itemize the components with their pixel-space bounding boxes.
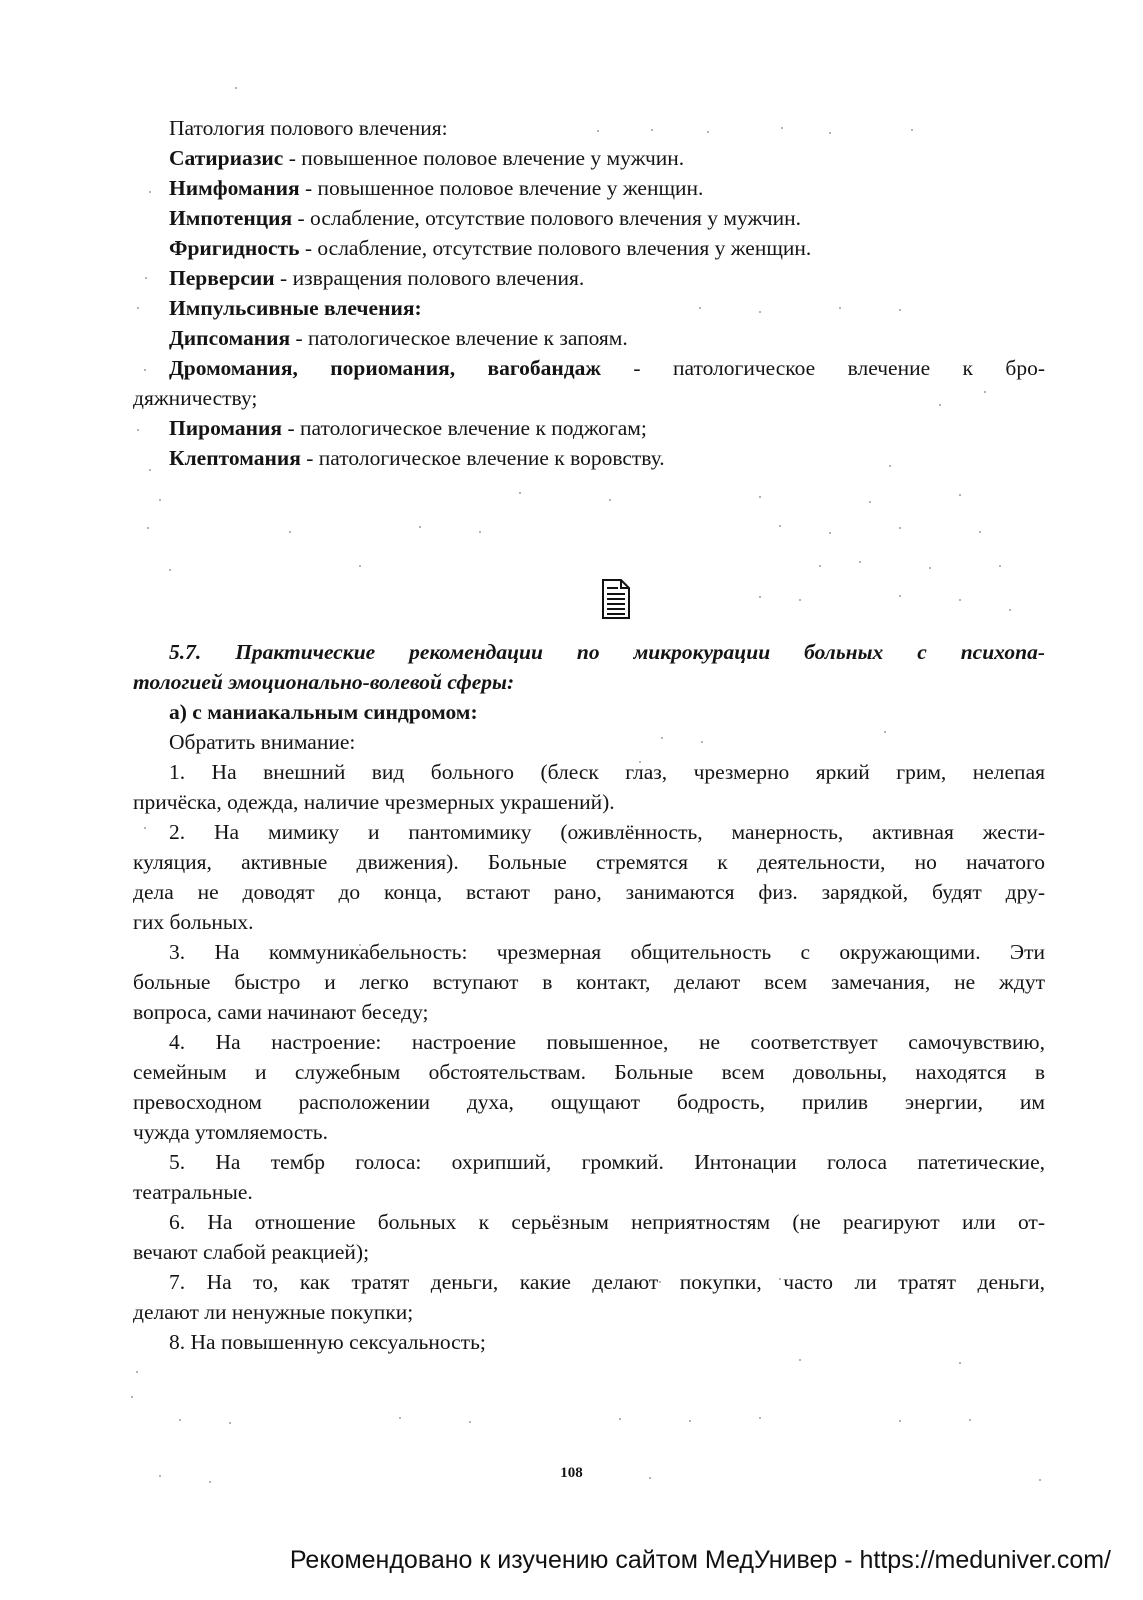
term: Нимфомания (169, 176, 300, 200)
term: Дипсомания (169, 326, 291, 350)
recommendation-first-line: 1. На внешний вид больного (блеск глаз, чрезмерно яркий грим, нелепая (169, 760, 1045, 784)
recommendation-line: делают ли ненужные покупки; (133, 1300, 414, 1324)
recommendation-item (133, 1027, 1045, 1147)
recommendation-line: гих больных. (133, 910, 254, 934)
subheading-text: а) с маниакальным синдромом: (169, 700, 478, 724)
recommendation-first-line: 2. На мимику и пантомимику (оживлённость, манерность, активная жести- (169, 820, 1045, 844)
term: Клептомания (169, 446, 301, 470)
recommendation-line: превосходном расположении духа, ощущают бодрость, прилив энергии, им (133, 1090, 1045, 1114)
recommendation-item (133, 937, 1045, 1027)
definition: - ослабление, отсутствие полового влечения у женщин. (299, 236, 812, 260)
definition-nymphomania (133, 173, 1045, 203)
attention-intro: Обратить внимание: (169, 730, 356, 754)
definition-perversions (133, 263, 1045, 293)
definition-pyromania (133, 413, 1045, 443)
recommendation-list (133, 757, 1045, 1357)
recommendation-line: театральные. (133, 1180, 253, 1204)
recommendation-line: куляция, активные движения). Больные стремятся к деятельности, но начатого (133, 850, 1045, 874)
definition-frigidity (133, 233, 1045, 263)
recommendation-first-line: 3. На коммуникабельность: чрезмерная общительность с окружающими. Эти (169, 940, 1045, 964)
definition-kleptomania (133, 443, 1045, 473)
term: Фригидность (169, 236, 300, 260)
recommendation-item (133, 1267, 1045, 1327)
definition-dromomania-cont: дяжничеству; (133, 386, 258, 410)
document-icon (601, 578, 631, 620)
definition: - патологическое влечение к воровству. (300, 446, 665, 470)
definition: - повышенное половое влечение у мужчин. (283, 146, 685, 170)
impulsive-drives-heading (133, 293, 1045, 323)
term: Сатириазис (169, 146, 284, 170)
recommendation-line: вопроса, сами начинают беседу; (133, 1000, 429, 1024)
drive-pathology-section (133, 113, 1045, 473)
definition: - патологическое влечение к запоям. (290, 326, 628, 350)
section-heading-line2: тологией эмоционально-волевой сферы: (133, 670, 515, 694)
definition: - ослабление, отсутствие полового влечения у мужчин. (292, 206, 801, 230)
micro-curation-section (133, 637, 1045, 1357)
recommendation-first-line: 8. На повышенную сексуальность; (169, 1330, 486, 1354)
recommendation-first-line: 6. На отношение больных к серьёзным неприятностям (не реагируют или от- (169, 1210, 1045, 1234)
definition-dipsomania (133, 323, 1045, 353)
recommendation-line: вечают слабой реакцией); (133, 1240, 370, 1264)
recommendation-item (133, 1327, 1045, 1357)
definition-dromomania (133, 353, 1045, 383)
recommendation-item (133, 1147, 1045, 1207)
impulsive-heading-text: Импульсивные влечения: (169, 296, 422, 320)
definition: - повышенное половое влечение у женщин. (299, 176, 704, 200)
definition: - извращения полового влечения. (274, 266, 585, 290)
recommendation-item (133, 817, 1045, 937)
term: Дромомания, пориомания, вагобандаж (169, 356, 601, 380)
definition: - патологическое влечение к бро- (600, 356, 1046, 380)
term: Импотенция (169, 206, 293, 230)
recommendation-item (133, 757, 1045, 817)
recommendation-line: больные быстро и легко вступают в контакт, делают всем замечания, не ждут (133, 970, 1045, 994)
recommendation-first-line: 7. На то, как тратят деньги, какие делают покупки, часто ли тратят деньги, (169, 1270, 1045, 1294)
section-heading-line1: 5.7. Практические рекомендации по микрокурации больных с психопа- (169, 640, 1045, 664)
term: Пиромания (169, 416, 283, 440)
drive-pathology-heading: Патология полового влечения: (169, 116, 448, 140)
recommendation-first-line: 5. На тембр голоса: охрипший, громкий. Интонации голоса патетические, (169, 1150, 1045, 1174)
page-number: 108 (560, 1465, 583, 1481)
footer-recommendation: Рекомендовано к изучению сайтом МедУнивер - https://meduniver.com/ (289, 1546, 1111, 1574)
definition: - патологическое влечение к поджогам; (282, 416, 647, 440)
definition-satyriasis (133, 143, 1045, 173)
recommendation-line: причёска, одежда, наличие чрезмерных украшений). (133, 790, 615, 814)
recommendation-line: семейным и служебным обстоятельствам. Больные всем довольны, находятся в (133, 1060, 1045, 1084)
manic-subheading (133, 697, 1045, 727)
definition-impotence (133, 203, 1045, 233)
term: Перверсии (169, 266, 275, 290)
recommendation-line: дела не доводят до конца, встают рано, занимаются физ. зарядкой, будят дру- (133, 880, 1045, 904)
recommendation-item (133, 1207, 1045, 1267)
recommendation-first-line: 4. На настроение: настроение повышенное, не соответствует самочувствию, (169, 1030, 1045, 1054)
recommendation-line: чужда утомляемость. (133, 1120, 328, 1144)
